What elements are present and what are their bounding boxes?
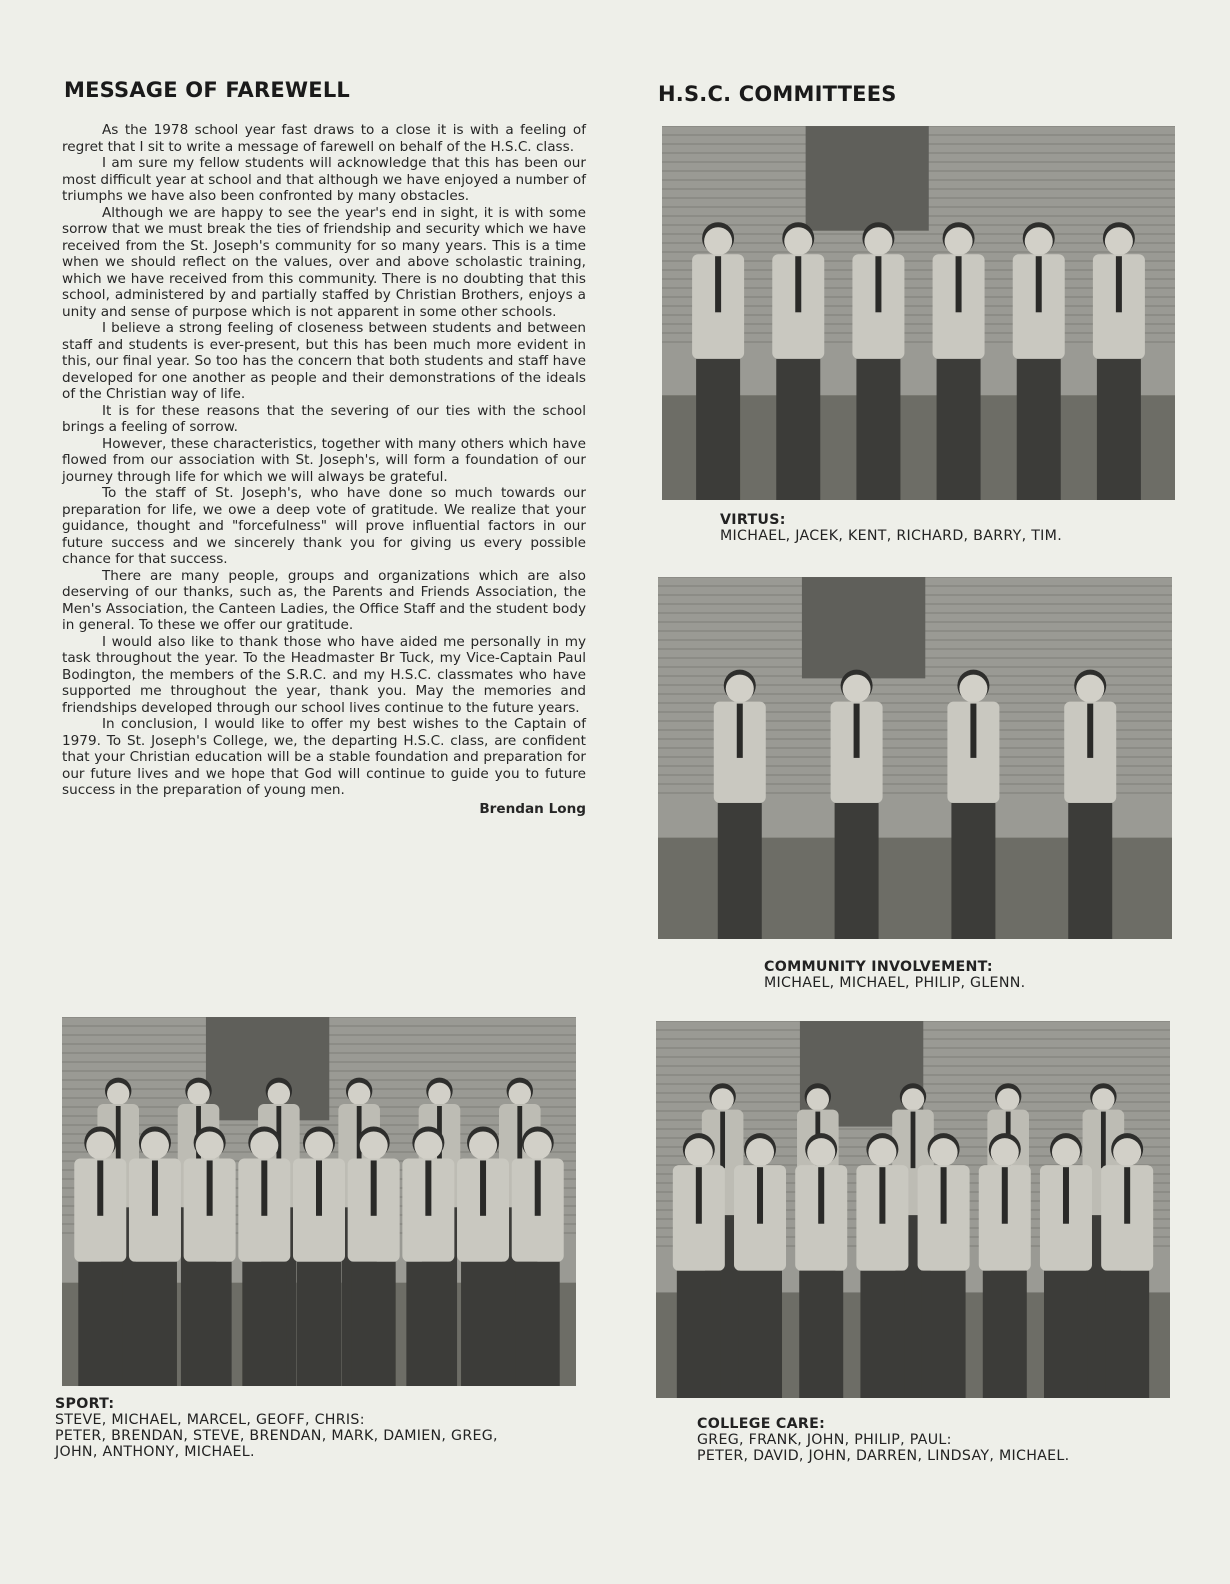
- caption-names: GREG, FRANK, JOHN, PHILIP, PAUL:: [697, 1432, 952, 1448]
- letter-paragraph: I am sure my fellow students will acknowledge that this has been our most difficult year at school and that although we have enjoyed a number of triumphs we have also been confronted by many obstacles.: [62, 155, 586, 204]
- letter-paragraph: To the staff of St. Joseph's, who have done so much towards our preparation for life, we owe a deep vote of gratitude. We realize that your guidance, thought and "forcefulness" will prove influential factors in our future success and we sincerely thank you for giving us every possible chance for that success.: [62, 485, 586, 567]
- caption-title: COLLEGE CARE:: [697, 1416, 826, 1432]
- sport-caption: [55, 1396, 498, 1460]
- caption-title: SPORT:: [55, 1396, 115, 1412]
- letter-paragraph: I would also like to thank those who have aided me personally in my task throughout the year. To the Headmaster Br Tuck, my Vice-Captain Paul Bodington, the members of the S.R.C. and my H.S.C. classmates who have supported me throughout the year, thank you. May the memories and friendships developed through our school lives continue to the future years.: [62, 633, 586, 716]
- farewell-letter: [62, 122, 586, 817]
- virtus-caption: [720, 512, 1062, 544]
- letter-signature: Brendan Long: [479, 800, 586, 817]
- caption-names: MICHAEL, JACEK, KENT, RICHARD, BARRY, TIM.: [720, 528, 1063, 544]
- college-care-group-photo: [656, 1021, 1170, 1398]
- committees-heading: H.S.C. COMMITTEES: [658, 82, 897, 106]
- letter-paragraph: As the 1978 school year fast draws to a close it is with a feeling of regret that I sit to write a message of farewell on behalf of the H.S.C. class.: [62, 122, 586, 155]
- college-care-caption: [697, 1416, 1069, 1464]
- caption-names: STEVE, MICHAEL, MARCEL, GEOFF, CHRIS:: [55, 1412, 365, 1428]
- letter-paragraph: Although we are happy to see the year's end in sight, it is with some sorrow that we must break the ties of friendship and security which we have received from the St. Joseph's community for so many years. This is a time when we should reflect on the values, over and above scholastic training, which we have received from this community. There is no doubting that this school, administered by and partially staffed by Christian Brothers, enjoys a unity and sense of purpose which is not apparent in some other schools.: [62, 204, 586, 320]
- caption-names: JOHN, ANTHONY, MICHAEL.: [55, 1444, 255, 1460]
- letter-paragraph: I believe a strong feeling of closeness between students and between staff and students is ever-present, but this has been much more evident in this, our final year. So too has the concern that both students and staff have developed for one another as people and their demonstrations of the ideals of the Christian way of life.: [62, 320, 586, 402]
- farewell-heading: MESSAGE OF FAREWELL: [64, 78, 350, 102]
- caption-names: PETER, BRENDAN, STEVE, BRENDAN, MARK, DAMIEN, GREG,: [55, 1428, 498, 1444]
- community-group-photo: [658, 577, 1172, 939]
- community-caption: [764, 959, 1025, 991]
- caption-names: PETER, DAVID, JOHN, DARREN, LINDSAY, MICHAEL.: [697, 1448, 1070, 1464]
- caption-title: COMMUNITY INVOLVEMENT:: [764, 959, 993, 975]
- letter-paragraph: In conclusion, I would like to offer my best wishes to the Captain of 1979. To St. Joseph's College, we, the departing H.S.C. class, are confident that your Christian education will be a stable foundation and preparation for our future lives and we hope that God will continue to guide you to future success in the preparation of young men.: [62, 716, 586, 798]
- sport-group-photo: [62, 1017, 576, 1386]
- caption-title: VIRTUS:: [720, 512, 786, 528]
- virtus-group-photo: [662, 126, 1175, 500]
- letter-paragraph: However, these characteristics, together with many others which have flowed from our association with St. Joseph's, will form a foundation of our journey through life for which we will always be grateful.: [62, 435, 586, 485]
- caption-names: MICHAEL, MICHAEL, PHILIP, GLENN.: [764, 975, 1026, 991]
- letter-paragraph: There are many people, groups and organizations which are also deserving of our thanks, such as, the Parents and Friends Association, the Men's Association, the Canteen Ladies, the Office Staff and the student body in general. To these we offer our gratitude.: [62, 567, 586, 633]
- letter-paragraph: It is for these reasons that the severing of our ties with the school brings a feeling of sorrow.: [62, 402, 586, 435]
